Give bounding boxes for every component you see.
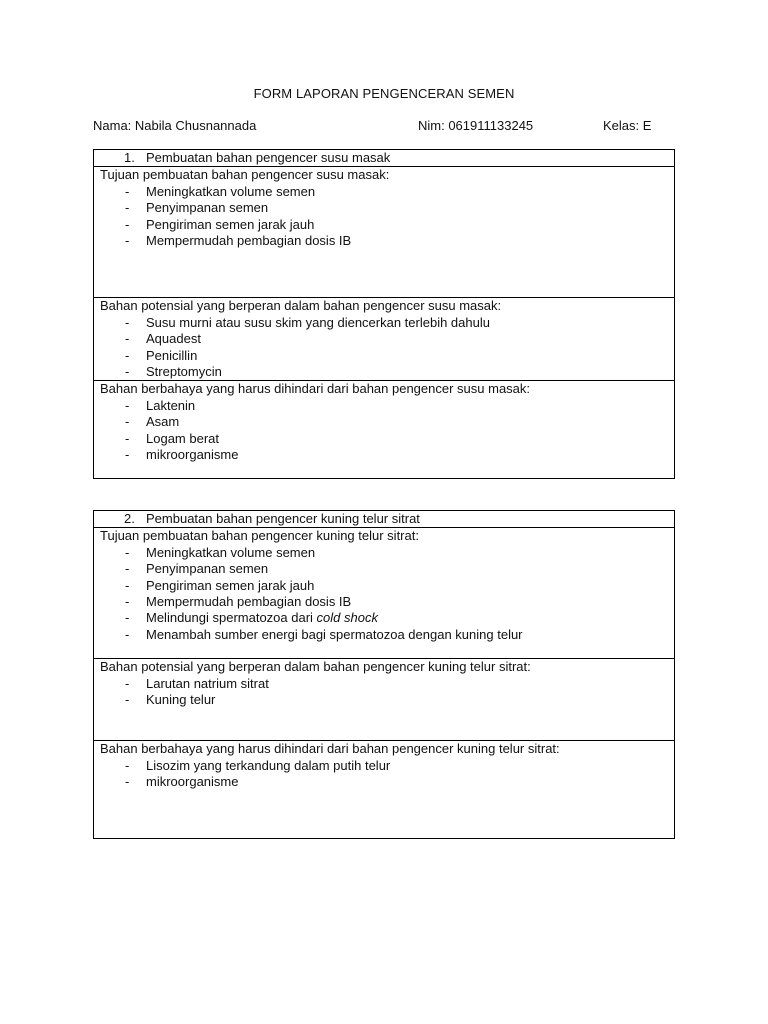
potensial-cell	[94, 659, 675, 741]
section-1-heading	[94, 150, 675, 167]
student-name: Nama: Nabila Chusnannada	[93, 118, 257, 133]
list-item: - Penyimpanan semen	[125, 561, 269, 577]
list-item: - Asam	[125, 414, 180, 430]
list-item: - Laktenin	[125, 397, 196, 413]
potensial-list	[100, 315, 674, 381]
list-item: - Larutan natrium sitrat	[125, 675, 269, 691]
student-class: Kelas: E	[603, 118, 652, 133]
berbahaya-list	[100, 398, 674, 464]
list-item: - Mempermudah pembagian dosis IB	[125, 233, 352, 249]
list-item: - Penyimpanan semen	[125, 200, 269, 216]
berbahaya-label: Bahan berbahaya yang harus dihindari dari bahan pengencer susu masak:	[100, 381, 531, 397]
tujuan-label: Tujuan pembuatan bahan pengencer kuning telur sitrat:	[100, 528, 419, 544]
list-item: - Meningkatkan volume semen	[125, 183, 316, 199]
list-item: - Pengiriman semen jarak jauh	[125, 577, 315, 593]
tujuan-cell	[94, 528, 675, 659]
tujuan-label: Tujuan pembuatan bahan pengencer susu masak:	[100, 167, 390, 183]
section-2-heading	[94, 511, 675, 528]
list-item: - Mempermudah pembagian dosis IB	[125, 594, 352, 610]
list-item: - Penicillin	[125, 347, 198, 363]
list-item: - Meningkatkan volume semen	[125, 544, 316, 560]
potensial-list	[100, 676, 674, 709]
tujuan-cell	[94, 167, 675, 298]
italic-term: cold shock	[316, 610, 378, 626]
section-1-table	[93, 149, 675, 479]
student-nim: Nim: 061911133245	[418, 118, 534, 133]
list-item: - Aquadest	[125, 331, 201, 347]
berbahaya-cell	[94, 381, 675, 479]
section-2-table	[93, 510, 675, 839]
tujuan-list	[100, 184, 674, 250]
list-item: - Kuning telur	[125, 692, 216, 708]
list-item: - mikroorganisme	[125, 447, 239, 463]
list-item: - Streptomycin	[125, 364, 222, 380]
potensial-label: Bahan potensial yang berperan dalam bahan pengencer susu masak:	[100, 298, 502, 314]
list-item: - Pengiriman semen jarak jauh	[125, 216, 315, 232]
potensial-label: Bahan potensial yang berperan dalam bahan pengencer kuning telur sitrat:	[100, 659, 531, 675]
section-number: 1.	[124, 150, 135, 165]
section-number: 2.	[124, 511, 135, 526]
list-item: - Melindungi spermatozoa dari cold shock	[125, 610, 378, 626]
list-item: - Lisozim yang terkandung dalam putih telur	[125, 757, 391, 773]
berbahaya-list	[100, 758, 674, 791]
tujuan-list	[100, 545, 674, 643]
potensial-cell	[94, 298, 675, 381]
list-item: - mikroorganisme	[125, 774, 239, 790]
list-item: - Logam berat	[125, 430, 219, 446]
section-heading-text: Pembuatan bahan pengencer kuning telur sitrat	[146, 511, 420, 526]
berbahaya-label: Bahan berbahaya yang harus dihindari dari bahan pengencer kuning telur sitrat:	[100, 741, 560, 757]
form-title: FORM LAPORAN PENGENCERAN SEMEN	[253, 86, 515, 101]
list-item: - Susu murni atau susu skim yang diencerkan terlebih dahulu	[125, 314, 490, 330]
berbahaya-cell	[94, 741, 675, 839]
list-item: - Menambah sumber energi bagi spermatozoa dengan kuning telur	[125, 626, 523, 642]
section-heading-text: Pembuatan bahan pengencer susu masak	[146, 150, 391, 165]
